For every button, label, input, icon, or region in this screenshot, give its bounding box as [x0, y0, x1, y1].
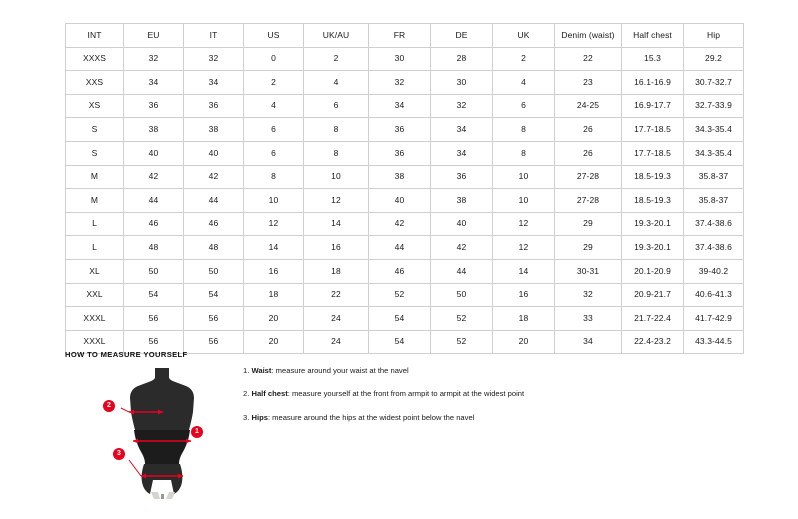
cell-fr: 40: [369, 189, 431, 213]
cell-us: 20: [244, 307, 304, 331]
cell-fr: 36: [369, 118, 431, 142]
cell-hip: 39-40.2: [684, 259, 744, 283]
cell-eu: 38: [124, 118, 184, 142]
cell-uk: 18: [493, 307, 555, 331]
measure-instructions: [243, 366, 723, 436]
cell-it: 54: [184, 283, 244, 307]
cell-it: 42: [184, 165, 244, 189]
cell-uk: 10: [493, 189, 555, 213]
cell-int: XXXS: [66, 47, 124, 71]
cell-uk-au: 22: [304, 283, 369, 307]
cell-hip: 40.6-41.3: [684, 283, 744, 307]
cell-half-chest: 19.3-20.1: [622, 212, 684, 236]
table-row: [66, 259, 744, 283]
cell-uk-au: 24: [304, 330, 369, 354]
cell-uk-au: 12: [304, 189, 369, 213]
cell-uk: 12: [493, 212, 555, 236]
cell-denim-waist: 30-31: [555, 259, 622, 283]
cell-uk-au: 14: [304, 212, 369, 236]
cell-hip: 41.7-42.9: [684, 307, 744, 331]
cell-de: 50: [431, 283, 493, 307]
cell-eu: 32: [124, 47, 184, 71]
cell-uk-au: 10: [304, 165, 369, 189]
cell-hip: 37.4-38.6: [684, 212, 744, 236]
cell-it: 56: [184, 307, 244, 331]
cell-eu: 40: [124, 141, 184, 165]
instruction-number: 2.: [243, 389, 250, 399]
cell-half-chest: 19.3-20.1: [622, 236, 684, 260]
cell-us: 16: [244, 259, 304, 283]
instruction-text: : measure yourself at the front from armpit to armpit at the widest point: [287, 389, 525, 399]
cell-denim-waist: 29: [555, 212, 622, 236]
cell-uk-au: 16: [304, 236, 369, 260]
table-row: [66, 283, 744, 307]
cell-de: 42: [431, 236, 493, 260]
cell-denim-waist: 33: [555, 307, 622, 331]
cell-int: L: [66, 212, 124, 236]
cell-it: 34: [184, 71, 244, 95]
how-to-measure-section: [65, 364, 745, 499]
cell-us: 14: [244, 236, 304, 260]
cell-de: 32: [431, 94, 493, 118]
cell-fr: 54: [369, 330, 431, 354]
cell-eu: 54: [124, 283, 184, 307]
cell-de: 44: [431, 259, 493, 283]
column-header-int: INT: [66, 24, 124, 48]
cell-fr: 38: [369, 165, 431, 189]
cell-it: 36: [184, 94, 244, 118]
cell-it: 50: [184, 259, 244, 283]
cell-int: XXXL: [66, 330, 124, 354]
cell-eu: 46: [124, 212, 184, 236]
column-header-fr: FR: [369, 24, 431, 48]
cell-de: 36: [431, 165, 493, 189]
column-header-uk: UK: [493, 24, 555, 48]
cell-int: M: [66, 165, 124, 189]
cell-denim-waist: 26: [555, 118, 622, 142]
cell-eu: 36: [124, 94, 184, 118]
cell-de: 28: [431, 47, 493, 71]
cell-hip: 43.3-44.5: [684, 330, 744, 354]
cell-int: XL: [66, 259, 124, 283]
cell-denim-waist: 27-28: [555, 165, 622, 189]
cell-uk: 2: [493, 47, 555, 71]
instruction-hips: [243, 413, 723, 423]
cell-int: S: [66, 141, 124, 165]
cell-int: M: [66, 189, 124, 213]
instruction-waist: [243, 366, 723, 376]
cell-half-chest: 20.9-21.7: [622, 283, 684, 307]
cell-fr: 46: [369, 259, 431, 283]
column-header-de: DE: [431, 24, 493, 48]
cell-denim-waist: 32: [555, 283, 622, 307]
cell-fr: 42: [369, 212, 431, 236]
cell-hip: 35.8-37: [684, 189, 744, 213]
cell-uk: 12: [493, 236, 555, 260]
cell-it: 32: [184, 47, 244, 71]
cell-uk: 6: [493, 94, 555, 118]
table-row: [66, 165, 744, 189]
cell-de: 34: [431, 141, 493, 165]
cell-de: 38: [431, 189, 493, 213]
instruction-term: Hips: [251, 412, 268, 422]
mannequin-figure: [103, 364, 223, 499]
cell-int: XS: [66, 94, 124, 118]
marker-badge-half-chest: 2: [103, 400, 115, 412]
cell-hip: 34.3-35.4: [684, 141, 744, 165]
cell-us: 8: [244, 165, 304, 189]
cell-it: 46: [184, 212, 244, 236]
table-row: [66, 212, 744, 236]
cell-us: 6: [244, 118, 304, 142]
cell-it: 48: [184, 236, 244, 260]
marker-badge-waist: 1: [191, 426, 203, 438]
table-row: [66, 47, 744, 71]
cell-fr: 52: [369, 283, 431, 307]
cell-eu: 44: [124, 189, 184, 213]
cell-denim-waist: 24-25: [555, 94, 622, 118]
cell-denim-waist: 29: [555, 236, 622, 260]
cell-half-chest: 22.4-23.2: [622, 330, 684, 354]
cell-fr: 36: [369, 141, 431, 165]
cell-fr: 30: [369, 47, 431, 71]
cell-uk-au: 6: [304, 94, 369, 118]
table-row: [66, 94, 744, 118]
cell-uk: 16: [493, 283, 555, 307]
cell-half-chest: 17.7-18.5: [622, 118, 684, 142]
instruction-term: Half chest: [251, 389, 288, 399]
cell-uk-au: 4: [304, 71, 369, 95]
cell-us: 0: [244, 47, 304, 71]
table-row: [66, 189, 744, 213]
cell-us: 20: [244, 330, 304, 354]
cell-eu: 56: [124, 307, 184, 331]
cell-eu: 42: [124, 165, 184, 189]
column-header-half-chest: Half chest: [622, 24, 684, 48]
cell-hip: 30.7-32.7: [684, 71, 744, 95]
cell-us: 18: [244, 283, 304, 307]
instruction-term: Waist: [251, 366, 272, 375]
cell-uk: 14: [493, 259, 555, 283]
table-row: [66, 118, 744, 142]
cell-it: 40: [184, 141, 244, 165]
cell-half-chest: 20.1-20.9: [622, 259, 684, 283]
cell-half-chest: 16.1-16.9: [622, 71, 684, 95]
cell-uk-au: 2: [304, 47, 369, 71]
cell-de: 52: [431, 307, 493, 331]
column-header-uk-au: UK/AU: [304, 24, 369, 48]
cell-half-chest: 15.3: [622, 47, 684, 71]
cell-us: 12: [244, 212, 304, 236]
cell-denim-waist: 23: [555, 71, 622, 95]
cell-half-chest: 21.7-22.4: [622, 307, 684, 331]
cell-uk: 8: [493, 141, 555, 165]
cell-de: 52: [431, 330, 493, 354]
table-row: [66, 141, 744, 165]
cell-de: 40: [431, 212, 493, 236]
cell-half-chest: 18.5-19.3: [622, 189, 684, 213]
cell-fr: 32: [369, 71, 431, 95]
table-row: [66, 71, 744, 95]
instruction-text: : measure around the hips at the widest point below the navel: [267, 412, 475, 422]
cell-denim-waist: 34: [555, 330, 622, 354]
cell-fr: 34: [369, 94, 431, 118]
cell-fr: 44: [369, 236, 431, 260]
cell-it: 44: [184, 189, 244, 213]
cell-us: 4: [244, 94, 304, 118]
column-header-it: IT: [184, 24, 244, 48]
cell-denim-waist: 26: [555, 141, 622, 165]
marker-badge-hips: 3: [113, 448, 125, 460]
cell-denim-waist: 22: [555, 47, 622, 71]
how-to-measure-title: HOW TO MEASURE YOURSELF: [65, 350, 188, 359]
cell-half-chest: 16.9-17.7: [622, 94, 684, 118]
instruction-half-chest: [243, 389, 723, 399]
cell-us: 6: [244, 141, 304, 165]
cell-eu: 56: [124, 330, 184, 354]
cell-int: XXS: [66, 71, 124, 95]
cell-uk-au: 8: [304, 141, 369, 165]
cell-hip: 32.7-33.9: [684, 94, 744, 118]
cell-hip: 29.2: [684, 47, 744, 71]
column-header-us: US: [244, 24, 304, 48]
cell-hip: 37.4-38.6: [684, 236, 744, 260]
cell-uk: 10: [493, 165, 555, 189]
cell-uk-au: 8: [304, 118, 369, 142]
column-header-hip: Hip: [684, 24, 744, 48]
column-header-denim-waist: Denim (waist): [555, 24, 622, 48]
mannequin-illustration: [103, 364, 223, 499]
cell-it: 38: [184, 118, 244, 142]
cell-uk: 8: [493, 118, 555, 142]
cell-it: 56: [184, 330, 244, 354]
cell-int: S: [66, 118, 124, 142]
cell-de: 34: [431, 118, 493, 142]
instruction-number: 3.: [243, 412, 250, 422]
cell-uk-au: 24: [304, 307, 369, 331]
instruction-text: : measure around your waist at the navel: [271, 366, 409, 375]
cell-half-chest: 18.5-19.3: [622, 165, 684, 189]
cell-denim-waist: 27-28: [555, 189, 622, 213]
cell-us: 10: [244, 189, 304, 213]
cell-half-chest: 17.7-18.5: [622, 141, 684, 165]
instruction-number: 1.: [243, 366, 250, 375]
cell-int: XXL: [66, 283, 124, 307]
cell-int: L: [66, 236, 124, 260]
table-row: [66, 307, 744, 331]
cell-uk-au: 18: [304, 259, 369, 283]
cell-eu: 50: [124, 259, 184, 283]
cell-hip: 34.3-35.4: [684, 118, 744, 142]
cell-eu: 48: [124, 236, 184, 260]
table-header-row: [66, 24, 744, 48]
cell-int: XXXL: [66, 307, 124, 331]
column-header-eu: EU: [124, 24, 184, 48]
cell-hip: 35.8-37: [684, 165, 744, 189]
table-row: [66, 236, 744, 260]
cell-eu: 34: [124, 71, 184, 95]
cell-uk: 20: [493, 330, 555, 354]
size-chart-table: [65, 23, 744, 354]
cell-us: 2: [244, 71, 304, 95]
size-chart-container: [65, 23, 733, 354]
cell-fr: 54: [369, 307, 431, 331]
cell-uk: 4: [493, 71, 555, 95]
cell-de: 30: [431, 71, 493, 95]
